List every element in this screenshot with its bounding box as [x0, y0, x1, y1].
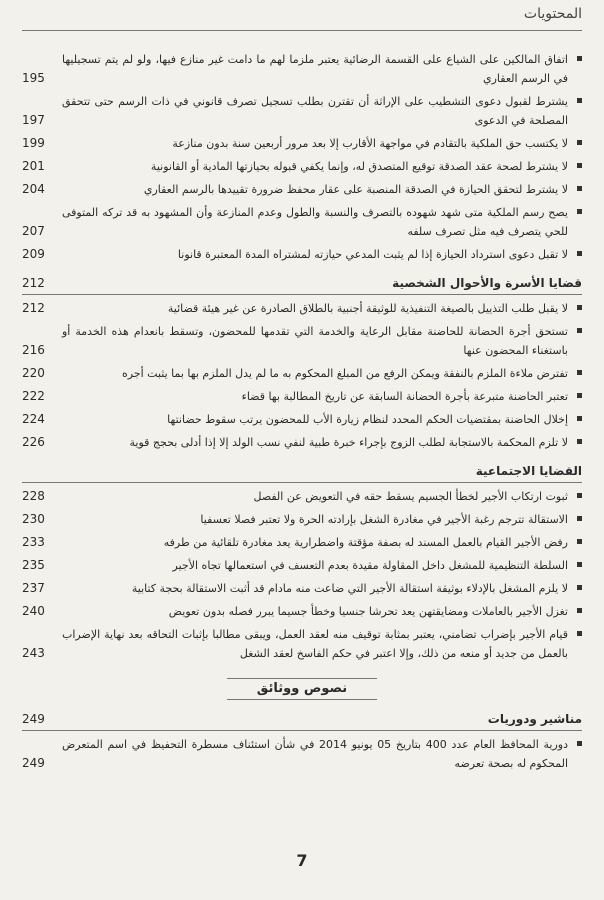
toc-entry[interactable]: لا يشترط لتحقق الحيازة في الصدقة المنصبة على عقار محفظ ضرورة تقييدها بالرسم العقاري 204: [22, 180, 582, 199]
page-number: 235: [22, 558, 45, 572]
toc-entry[interactable]: السلطة التنظيمية للمشغل داخل المقاولة مقيدة بعدم التعسف في استعمالها تجاه الأجير 235: [22, 556, 582, 575]
section-heading[interactable]: قضايا الأسرة والأحوال الشخصية 212: [22, 272, 582, 295]
page-number: 204: [22, 182, 45, 196]
toc-entry[interactable]: اتفاق المالكين على الشياع على القسمة الرضائية يعتبر ملزما لهم ما دامت غير منازع فيها، ولو لم يتم تسجيليها في الرسم العقاري 195: [22, 50, 582, 88]
bullet-icon: [577, 585, 582, 590]
toc-entry[interactable]: تستحق أجرة الحضانة للحاضنة مقابل الرعاية والخدمة التي تقدمها للمحضون، وتسقط بانعدام هذه الخدمة أو باستغناء المحضون عنها 216: [22, 322, 582, 360]
toc-entry[interactable]: لا تلزم المحكمة بالاستجابة لطلب الزوج بإجراء خبرة طبية لنفي نسب الولد إلا إذا أدلى بحجج قوية 226: [22, 433, 582, 452]
toc-entry[interactable]: الاستقالة تترجم رغبة الأجير في مغادرة الشغل بإرادته الحرة ولا تعتبر فصلا تعسفيا 230: [22, 510, 582, 529]
toc-content: [22, 50, 582, 773]
bullet-icon: [577, 516, 582, 521]
page-number: 249: [22, 712, 45, 726]
section-heading[interactable]: القضايا الاجتماعية: [22, 460, 582, 483]
bullet-icon: [577, 631, 582, 636]
page-folio: 7: [296, 851, 308, 870]
toc-entry[interactable]: تعتبر الحاضنة متبرعة بأجرة الحضانة السابقة عن تاريخ المطالبة بها قضاء 222: [22, 387, 582, 406]
page-number: 209: [22, 247, 45, 261]
page-number: 207: [22, 224, 45, 238]
bullet-icon: [577, 56, 582, 61]
section-documents: [22, 708, 582, 773]
toc-entry[interactable]: لا تقبل دعوى استرداد الحيازة إذا لم يثبت المدعي حيازته لمشتراه المدة المعتبرة قانونا 209: [22, 245, 582, 264]
part-banner: [22, 677, 582, 700]
toc-entry[interactable]: لا يشترط لصحة عقد الصدقة توقيع المتصدق له، وإنما يكفي قبوله بحيازتها المادية أو القانونية 201: [22, 157, 582, 176]
toc-entry[interactable]: لا يقبل طلب التذييل بالصيغة التنفيذية للوثيقة أجنبية بالطلاق الصادرة عن غير هيئة قضائية 212: [22, 299, 582, 318]
toc-entry[interactable]: قيام الأجير بإضراب تضامني، يعتبر بمثابة توقيف منه لعقد العمل، ويبقى مطالبا بإثبات التحاقه بعد نهاية الإضراب بالعمل من جديد أو منعه من ذلك، وإلا اعتبر في حكم الفاسخ لعقد الشغل 243: [22, 625, 582, 663]
header-rule: [22, 30, 582, 31]
page-number: 228: [22, 489, 45, 503]
header-title: المحتويات: [523, 6, 582, 22]
toc-entry[interactable]: رفض الأجير القيام بالعمل المسند له بصفة مؤقتة واضطرارية يعد مغادرة تلقائية من طرفه 233: [22, 533, 582, 552]
page-number: 199: [22, 136, 45, 150]
page-number: 201: [22, 159, 45, 173]
page-number: 243: [22, 646, 45, 660]
banner-title: نصوص ووثائق: [227, 678, 377, 700]
toc-entry[interactable]: لا يكتسب حق الملكية بالتقادم في مواجهة الأقارب إلا بعد مرور أربعين سنة بدون منازعة 199: [22, 134, 582, 153]
toc-entry[interactable]: تفترض ملاءة الملزم بالنفقة ويمكن الرفع من المبلغ المحكوم به ما لم يدل الملزم بها بما يثبت أجره 220: [22, 364, 582, 383]
section-family: [22, 272, 582, 452]
bullet-icon: [577, 416, 582, 421]
page-number: 197: [22, 113, 45, 127]
toc-entry[interactable]: يشترط لقبول دعوى التشطيب على الإراثة أن تقترن بطلب تسجيل تصرف قانوني في ذات الرسم حتى تتحقق المصلحة في الدعوى 197: [22, 92, 582, 130]
page-number: 226: [22, 435, 45, 449]
bullet-icon: [577, 186, 582, 191]
toc-entry[interactable]: إخلال الحاضنة بمقتضيات الحكم المحدد لنظام زيارة الأب للمحضون يرتب سقوط حضانتها 224: [22, 410, 582, 429]
bullet-icon: [577, 163, 582, 168]
bullet-icon: [577, 305, 582, 310]
page-number: 249: [22, 756, 45, 770]
bullet-icon: [577, 98, 582, 103]
page-number: 220: [22, 366, 45, 380]
page-number: 240: [22, 604, 45, 618]
page-number: 212: [22, 301, 45, 315]
toc-entry[interactable]: لا يلزم المشغل بالإدلاء بوثيقة استقالة الأجير التي ضاعت منه مادام قد أثبت الاستقالة بحجة كتابية 237: [22, 579, 582, 598]
bullet-icon: [577, 370, 582, 375]
bullet-icon: [577, 393, 582, 398]
bullet-icon: [577, 251, 582, 256]
page-number: 222: [22, 389, 45, 403]
bullet-icon: [577, 493, 582, 498]
page-number: 230: [22, 512, 45, 526]
bullet-icon: [577, 328, 582, 333]
bullet-icon: [577, 741, 582, 746]
toc-entry[interactable]: دورية المحافظ العام عدد 400 بتاريخ 05 يونيو 2014 في شأن استئناف مسطرة التحفيظ في اسم المتعرض المحكوم له بصحة تعرضه 249: [22, 735, 582, 773]
page-number: 237: [22, 581, 45, 595]
page-number: 195: [22, 71, 45, 85]
page-number: 233: [22, 535, 45, 549]
bullet-icon: [577, 209, 582, 214]
bullet-icon: [577, 562, 582, 567]
toc-entry[interactable]: يصح رسم الملكية متى شهد شهوده بالتصرف والنسبة والطول وعدم المنازعة وأن المشهود به قد تركه المتوفى للحي يتصرف فيه مثل تصرف سلفه 207: [22, 203, 582, 241]
toc-entry[interactable]: تغزل الأجير بالعاملات ومضايقتهن يعد تحرشا جنسيا وخطأ جسيما يبرر فصله بدون تعويض 240: [22, 602, 582, 621]
bullet-icon: [577, 539, 582, 544]
page-number: 224: [22, 412, 45, 426]
bullet-icon: [577, 140, 582, 145]
bullet-icon: [577, 608, 582, 613]
running-header: [22, 6, 582, 28]
bullet-icon: [577, 439, 582, 444]
toc-entry[interactable]: ثبوت ارتكاب الأجير لخطأ الجسيم يسقط حقه في التعويض عن الفصل 228: [22, 487, 582, 506]
section-heading[interactable]: مناشير ودوريات 249: [22, 708, 582, 731]
section-social: [22, 460, 582, 663]
page-number: 216: [22, 343, 45, 357]
page-number: 212: [22, 276, 45, 290]
section-property: [22, 50, 582, 264]
